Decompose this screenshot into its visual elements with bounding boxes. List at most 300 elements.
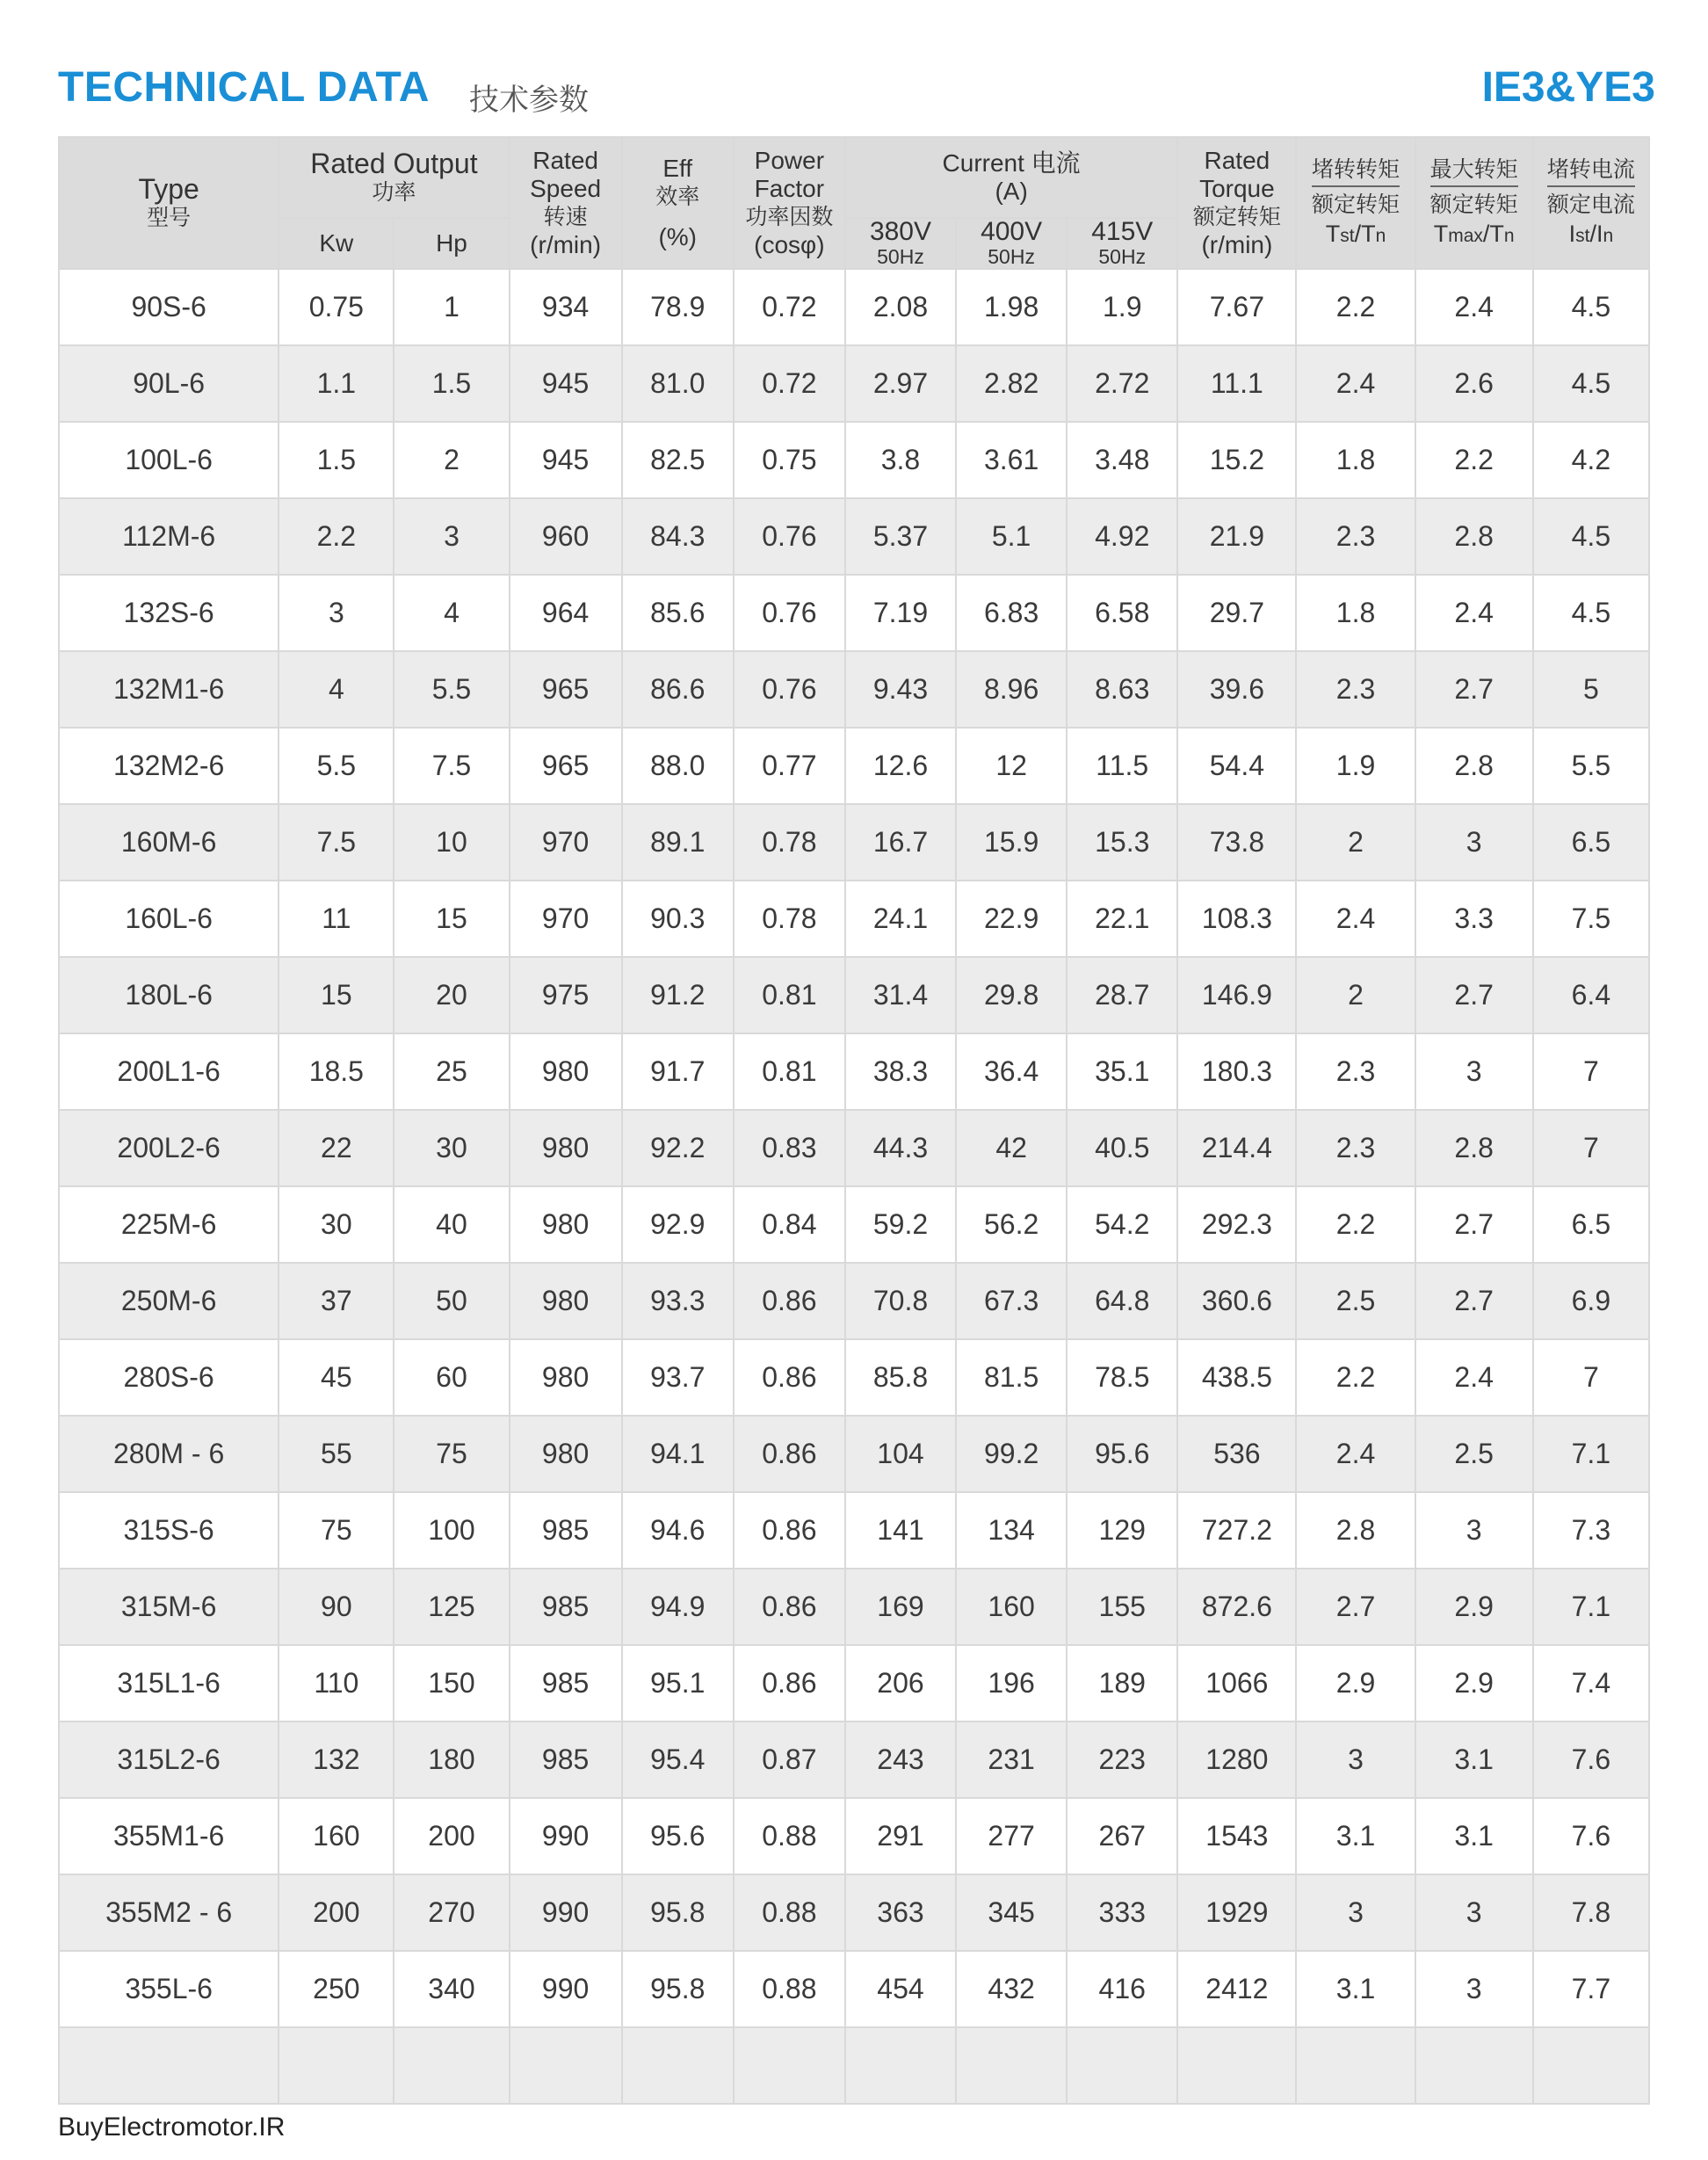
cell-type: 315L1-6 xyxy=(59,1645,279,1721)
cell-current-380v: 38.3 xyxy=(845,1033,956,1110)
cell-current-400v: 2.82 xyxy=(956,345,1067,422)
header-ist-cn2: 额定电流 xyxy=(1546,191,1635,217)
cell-speed: 965 xyxy=(510,728,622,804)
cell-current-380v: 70.8 xyxy=(845,1263,956,1339)
cell-tst-tn: 1.8 xyxy=(1296,422,1415,498)
header-torque-line1: Rated xyxy=(1204,147,1270,174)
cell-ist-in: 6.5 xyxy=(1533,1186,1649,1263)
cell-ist-in: 4.5 xyxy=(1533,575,1649,651)
header-current-label: Current 电流 xyxy=(942,149,1081,177)
cell-kw: 22 xyxy=(279,1110,394,1186)
cell-type: 315S-6 xyxy=(59,1492,279,1569)
table-row xyxy=(59,1186,1649,1263)
cell-torque: 7.67 xyxy=(1177,269,1296,345)
cell-tst-tn: 2.3 xyxy=(1296,1033,1415,1110)
cell-current-400v: 160 xyxy=(956,1569,1067,1645)
cell-torque: 536 xyxy=(1177,1416,1296,1492)
cell-ist-in: 6.4 xyxy=(1533,957,1649,1033)
table-row xyxy=(59,345,1649,422)
cell-current-400v: 36.4 xyxy=(956,1033,1067,1110)
header-eff-unit: (%) xyxy=(658,223,697,250)
cell-eff: 93.7 xyxy=(622,1339,734,1416)
header-speed-unit: (r/min) xyxy=(530,231,602,258)
cell-hp: 3 xyxy=(394,498,509,575)
cell-ist-in: 7 xyxy=(1533,1110,1649,1186)
cell-current-400v: 5.1 xyxy=(956,498,1067,575)
header-pf-line2: Factor xyxy=(754,175,825,202)
header-rated-output-cn: 功率 xyxy=(372,179,416,205)
cell-current-400v: 345 xyxy=(956,1874,1067,1951)
cell-kw: 1.1 xyxy=(279,345,394,422)
cell-ist-in: 7.1 xyxy=(1533,1569,1649,1645)
cell-tst-tn: 3 xyxy=(1296,1874,1415,1951)
cell-torque: 360.6 xyxy=(1177,1263,1296,1339)
cell-type: 132M1-6 xyxy=(59,651,279,728)
cell-tmax-tn: 2.9 xyxy=(1415,1569,1533,1645)
cell-hp: 1 xyxy=(394,269,509,345)
cell-current-415v: 28.7 xyxy=(1067,957,1177,1033)
cell-speed: 970 xyxy=(510,881,622,957)
cell-power-factor: 0.72 xyxy=(734,269,845,345)
cell-current-415v: 333 xyxy=(1067,1874,1177,1951)
cell-current-400v: 231 xyxy=(956,1721,1067,1798)
cell-current-400v: 15.9 xyxy=(956,804,1067,881)
cell-hp: 150 xyxy=(394,1645,509,1721)
cell-ist-in: 7.1 xyxy=(1533,1416,1649,1492)
cell-power-factor: 0.86 xyxy=(734,1569,845,1645)
cell-hp: 2 xyxy=(394,422,509,498)
header-type-label: Type xyxy=(138,173,199,205)
empty-cell xyxy=(1177,2027,1296,2104)
cell-hp: 100 xyxy=(394,1492,509,1569)
cell-current-415v: 155 xyxy=(1067,1569,1177,1645)
cell-current-415v: 189 xyxy=(1067,1645,1177,1721)
cell-current-400v: 1.98 xyxy=(956,269,1067,345)
cell-current-415v: 416 xyxy=(1067,1951,1177,2027)
cell-type: 90S-6 xyxy=(59,269,279,345)
cell-speed: 985 xyxy=(510,1492,622,1569)
header-speed-line1: Rated xyxy=(532,147,598,174)
cell-current-380v: 31.4 xyxy=(845,957,956,1033)
table-row xyxy=(59,804,1649,881)
cell-current-415v: 15.3 xyxy=(1067,804,1177,881)
cell-eff: 78.9 xyxy=(622,269,734,345)
cell-ist-in: 7.7 xyxy=(1533,1951,1649,2027)
cell-kw: 0.75 xyxy=(279,269,394,345)
cell-speed: 960 xyxy=(510,498,622,575)
cell-type: 315M-6 xyxy=(59,1569,279,1645)
empty-cell xyxy=(622,2027,734,2104)
header-pf-cn: 功率因数 xyxy=(745,204,834,229)
table-row xyxy=(59,575,1649,651)
cell-current-415v: 40.5 xyxy=(1067,1110,1177,1186)
technical-data-table xyxy=(58,136,1650,2105)
table-row xyxy=(59,1033,1649,1110)
cell-current-415v: 1.9 xyxy=(1067,269,1177,345)
cell-kw: 55 xyxy=(279,1416,394,1492)
header-rated-output-label: Rated Output xyxy=(310,148,478,179)
page-title-chinese: 技术参数 xyxy=(469,83,589,118)
cell-tmax-tn: 3.1 xyxy=(1415,1721,1533,1798)
header-ist-ratio: Ist/In xyxy=(1568,220,1614,247)
cell-type: 355M1-6 xyxy=(59,1798,279,1874)
cell-current-415v: 22.1 xyxy=(1067,881,1177,957)
cell-eff: 82.5 xyxy=(622,422,734,498)
cell-current-415v: 267 xyxy=(1067,1798,1177,1874)
cell-ist-in: 5.5 xyxy=(1533,728,1649,804)
cell-tst-tn: 2.4 xyxy=(1296,345,1415,422)
table-row xyxy=(59,1263,1649,1339)
table-row xyxy=(59,1951,1649,2027)
cell-current-415v: 6.58 xyxy=(1067,575,1177,651)
table-row xyxy=(59,1569,1649,1645)
cell-speed: 990 xyxy=(510,1951,622,2027)
cell-hp: 1.5 xyxy=(394,345,509,422)
cell-kw: 75 xyxy=(279,1492,394,1569)
header-hp: Hp xyxy=(394,218,509,269)
cell-current-380v: 454 xyxy=(845,1951,956,2027)
cell-speed: 985 xyxy=(510,1721,622,1798)
cell-torque: 1066 xyxy=(1177,1645,1296,1721)
cell-tst-tn: 1.8 xyxy=(1296,575,1415,651)
table-row xyxy=(59,881,1649,957)
cell-ist-in: 6.9 xyxy=(1533,1263,1649,1339)
cell-ist-in: 4.5 xyxy=(1533,498,1649,575)
cell-speed: 965 xyxy=(510,651,622,728)
header-tst-tn xyxy=(1296,137,1415,269)
cell-type: 100L-6 xyxy=(59,422,279,498)
cell-ist-in: 7.8 xyxy=(1533,1874,1649,1951)
cell-torque: 438.5 xyxy=(1177,1339,1296,1416)
header-type xyxy=(59,137,279,269)
cell-eff: 95.8 xyxy=(622,1874,734,1951)
cell-current-400v: 134 xyxy=(956,1492,1067,1569)
cell-speed: 980 xyxy=(510,1263,622,1339)
cell-tst-tn: 2.8 xyxy=(1296,1492,1415,1569)
cell-hp: 20 xyxy=(394,957,509,1033)
empty-cell xyxy=(1533,2027,1649,2104)
table-row xyxy=(59,651,1649,728)
cell-torque: 39.6 xyxy=(1177,651,1296,728)
table-row xyxy=(59,1721,1649,1798)
cell-power-factor: 0.84 xyxy=(734,1186,845,1263)
cell-power-factor: 0.75 xyxy=(734,422,845,498)
cell-power-factor: 0.76 xyxy=(734,651,845,728)
cell-current-400v: 277 xyxy=(956,1798,1067,1874)
cell-kw: 250 xyxy=(279,1951,394,2027)
cell-current-415v: 3.48 xyxy=(1067,422,1177,498)
cell-tst-tn: 2.3 xyxy=(1296,651,1415,728)
cell-torque: 180.3 xyxy=(1177,1033,1296,1110)
cell-tst-tn: 2 xyxy=(1296,957,1415,1033)
table-body xyxy=(59,269,1649,2104)
cell-current-380v: 141 xyxy=(845,1492,956,1569)
header-380v: 380V 50Hz xyxy=(845,218,956,269)
cell-tmax-tn: 2.4 xyxy=(1415,269,1533,345)
page-title: TECHNICAL DATA xyxy=(58,64,430,111)
header-tmax-ratio: Tmax/Tn xyxy=(1433,220,1515,247)
cell-ist-in: 4.5 xyxy=(1533,345,1649,422)
cell-kw: 11 xyxy=(279,881,394,957)
cell-hp: 7.5 xyxy=(394,728,509,804)
header-speed-line2: Speed xyxy=(530,175,602,202)
cell-current-380v: 243 xyxy=(845,1721,956,1798)
cell-tmax-tn: 3 xyxy=(1415,1033,1533,1110)
cell-power-factor: 0.88 xyxy=(734,1951,845,2027)
cell-torque: 73.8 xyxy=(1177,804,1296,881)
cell-tmax-tn: 2.9 xyxy=(1415,1645,1533,1721)
cell-current-415v: 4.92 xyxy=(1067,498,1177,575)
header-kw: Kw xyxy=(279,218,394,269)
header-ist-cn1: 堵转电流 xyxy=(1547,156,1635,187)
cell-power-factor: 0.88 xyxy=(734,1874,845,1951)
header-current xyxy=(845,137,1177,218)
cell-torque: 1280 xyxy=(1177,1721,1296,1798)
cell-speed: 945 xyxy=(510,345,622,422)
cell-current-400v: 42 xyxy=(956,1110,1067,1186)
cell-current-400v: 56.2 xyxy=(956,1186,1067,1263)
cell-power-factor: 0.77 xyxy=(734,728,845,804)
cell-power-factor: 0.76 xyxy=(734,575,845,651)
header-tmax-tn xyxy=(1415,137,1533,269)
cell-power-factor: 0.88 xyxy=(734,1798,845,1874)
cell-eff: 95.1 xyxy=(622,1645,734,1721)
cell-eff: 86.6 xyxy=(622,651,734,728)
cell-torque: 54.4 xyxy=(1177,728,1296,804)
cell-current-415v: 223 xyxy=(1067,1721,1177,1798)
cell-current-380v: 5.37 xyxy=(845,498,956,575)
empty-cell xyxy=(734,2027,845,2104)
cell-type: 160L-6 xyxy=(59,881,279,957)
cell-tmax-tn: 2.8 xyxy=(1415,728,1533,804)
empty-cell xyxy=(59,2027,279,2104)
cell-eff: 95.4 xyxy=(622,1721,734,1798)
header-torque-cn: 额定转矩 xyxy=(1192,204,1281,229)
cell-type: 355L-6 xyxy=(59,1951,279,2027)
cell-kw: 160 xyxy=(279,1798,394,1874)
cell-hp: 15 xyxy=(394,881,509,957)
cell-ist-in: 7.5 xyxy=(1533,881,1649,957)
table-header xyxy=(59,137,1649,269)
empty-cell xyxy=(279,2027,394,2104)
cell-kw: 7.5 xyxy=(279,804,394,881)
cell-power-factor: 0.81 xyxy=(734,1033,845,1110)
cell-ist-in: 6.5 xyxy=(1533,804,1649,881)
cell-tmax-tn: 2.7 xyxy=(1415,1186,1533,1263)
cell-type: 225M-6 xyxy=(59,1186,279,1263)
cell-power-factor: 0.78 xyxy=(734,881,845,957)
cell-power-factor: 0.86 xyxy=(734,1416,845,1492)
cell-tst-tn: 2.2 xyxy=(1296,1339,1415,1416)
cell-tst-tn: 3 xyxy=(1296,1721,1415,1798)
cell-torque: 11.1 xyxy=(1177,345,1296,422)
cell-type: 200L2-6 xyxy=(59,1110,279,1186)
header-speed-cn: 转速 xyxy=(543,204,588,229)
table-row xyxy=(59,1339,1649,1416)
cell-current-415v: 8.63 xyxy=(1067,651,1177,728)
cell-torque: 1929 xyxy=(1177,1874,1296,1951)
table-row xyxy=(59,498,1649,575)
header-tmax-cn2: 额定转矩 xyxy=(1429,191,1518,217)
header-415v: 415V 50Hz xyxy=(1067,218,1177,269)
cell-current-400v: 196 xyxy=(956,1645,1067,1721)
cell-hp: 4 xyxy=(394,575,509,651)
cell-current-400v: 3.61 xyxy=(956,422,1067,498)
table-row xyxy=(59,728,1649,804)
cell-eff: 91.7 xyxy=(622,1033,734,1110)
cell-eff: 93.3 xyxy=(622,1263,734,1339)
cell-eff: 94.9 xyxy=(622,1569,734,1645)
cell-tmax-tn: 3.3 xyxy=(1415,881,1533,957)
cell-ist-in: 7.4 xyxy=(1533,1645,1649,1721)
empty-cell xyxy=(1415,2027,1533,2104)
cell-torque: 872.6 xyxy=(1177,1569,1296,1645)
cell-power-factor: 0.86 xyxy=(734,1492,845,1569)
cell-hp: 270 xyxy=(394,1874,509,1951)
cell-tmax-tn: 3 xyxy=(1415,804,1533,881)
cell-tst-tn: 2.3 xyxy=(1296,498,1415,575)
header-type-cn: 型号 xyxy=(147,205,192,230)
cell-current-415v: 78.5 xyxy=(1067,1339,1177,1416)
cell-tst-tn: 2.2 xyxy=(1296,269,1415,345)
cell-kw: 110 xyxy=(279,1645,394,1721)
cell-kw: 37 xyxy=(279,1263,394,1339)
cell-current-400v: 99.2 xyxy=(956,1416,1067,1492)
cell-type: 315L2-6 xyxy=(59,1721,279,1798)
cell-eff: 94.6 xyxy=(622,1492,734,1569)
cell-tst-tn: 2.2 xyxy=(1296,1186,1415,1263)
cell-current-380v: 85.8 xyxy=(845,1339,956,1416)
cell-torque: 2412 xyxy=(1177,1951,1296,2027)
cell-hp: 125 xyxy=(394,1569,509,1645)
cell-tst-tn: 2.4 xyxy=(1296,1416,1415,1492)
cell-tst-tn: 2.5 xyxy=(1296,1263,1415,1339)
cell-speed: 985 xyxy=(510,1645,622,1721)
empty-cell xyxy=(510,2027,622,2104)
header-torque-unit: (r/min) xyxy=(1201,231,1273,258)
cell-current-380v: 363 xyxy=(845,1874,956,1951)
cell-power-factor: 0.86 xyxy=(734,1263,845,1339)
cell-kw: 2.2 xyxy=(279,498,394,575)
cell-eff: 92.9 xyxy=(622,1186,734,1263)
cell-current-380v: 24.1 xyxy=(845,881,956,957)
cell-ist-in: 7 xyxy=(1533,1033,1649,1110)
cell-ist-in: 7.6 xyxy=(1533,1798,1649,1874)
cell-speed: 985 xyxy=(510,1569,622,1645)
cell-type: 280S-6 xyxy=(59,1339,279,1416)
cell-eff: 84.3 xyxy=(622,498,734,575)
cell-eff: 95.8 xyxy=(622,1951,734,2027)
cell-hp: 5.5 xyxy=(394,651,509,728)
cell-speed: 990 xyxy=(510,1874,622,1951)
cell-eff: 89.1 xyxy=(622,804,734,881)
cell-torque: 727.2 xyxy=(1177,1492,1296,1569)
cell-speed: 980 xyxy=(510,1033,622,1110)
cell-current-415v: 35.1 xyxy=(1067,1033,1177,1110)
header-tst-cn1: 堵转转矩 xyxy=(1312,156,1400,187)
cell-hp: 200 xyxy=(394,1798,509,1874)
cell-current-380v: 3.8 xyxy=(845,422,956,498)
cell-eff: 81.0 xyxy=(622,345,734,422)
cell-ist-in: 4.2 xyxy=(1533,422,1649,498)
cell-tmax-tn: 2.5 xyxy=(1415,1416,1533,1492)
cell-type: 132S-6 xyxy=(59,575,279,651)
cell-tmax-tn: 2.8 xyxy=(1415,1110,1533,1186)
cell-torque: 214.4 xyxy=(1177,1110,1296,1186)
cell-hp: 10 xyxy=(394,804,509,881)
cell-tmax-tn: 2.8 xyxy=(1415,498,1533,575)
cell-kw: 4 xyxy=(279,651,394,728)
cell-kw: 200 xyxy=(279,1874,394,1951)
cell-power-factor: 0.86 xyxy=(734,1339,845,1416)
cell-ist-in: 7.6 xyxy=(1533,1721,1649,1798)
cell-tmax-tn: 2.7 xyxy=(1415,651,1533,728)
table-row xyxy=(59,1492,1649,1569)
cell-tst-tn: 3.1 xyxy=(1296,1798,1415,1874)
header-ist-in xyxy=(1533,137,1649,269)
header-power-factor xyxy=(734,137,845,269)
cell-eff: 94.1 xyxy=(622,1416,734,1492)
cell-torque: 1543 xyxy=(1177,1798,1296,1874)
table-row xyxy=(59,1110,1649,1186)
cell-type: 112M-6 xyxy=(59,498,279,575)
header-rated-speed xyxy=(510,137,622,269)
cell-tmax-tn: 3 xyxy=(1415,1492,1533,1569)
cell-current-380v: 291 xyxy=(845,1798,956,1874)
cell-tmax-tn: 2.4 xyxy=(1415,575,1533,651)
cell-hp: 50 xyxy=(394,1263,509,1339)
header-eff xyxy=(622,137,734,269)
cell-current-400v: 8.96 xyxy=(956,651,1067,728)
table-row xyxy=(59,1874,1649,1951)
cell-tmax-tn: 2.4 xyxy=(1415,1339,1533,1416)
cell-hp: 30 xyxy=(394,1110,509,1186)
cell-tmax-tn: 2.2 xyxy=(1415,422,1533,498)
cell-current-415v: 11.5 xyxy=(1067,728,1177,804)
cell-eff: 90.3 xyxy=(622,881,734,957)
cell-speed: 945 xyxy=(510,422,622,498)
cell-current-400v: 29.8 xyxy=(956,957,1067,1033)
table-row xyxy=(59,957,1649,1033)
cell-current-380v: 7.19 xyxy=(845,575,956,651)
cell-tst-tn: 1.9 xyxy=(1296,728,1415,804)
cell-tmax-tn: 3 xyxy=(1415,1951,1533,2027)
empty-row xyxy=(59,2027,1649,2104)
cell-power-factor: 0.87 xyxy=(734,1721,845,1798)
cell-power-factor: 0.86 xyxy=(734,1645,845,1721)
cell-eff: 92.2 xyxy=(622,1110,734,1186)
cell-hp: 25 xyxy=(394,1033,509,1110)
cell-current-380v: 12.6 xyxy=(845,728,956,804)
cell-hp: 180 xyxy=(394,1721,509,1798)
cell-current-415v: 129 xyxy=(1067,1492,1177,1569)
cell-current-380v: 206 xyxy=(845,1645,956,1721)
cell-speed: 934 xyxy=(510,269,622,345)
cell-speed: 990 xyxy=(510,1798,622,1874)
cell-current-380v: 59.2 xyxy=(845,1186,956,1263)
cell-kw: 45 xyxy=(279,1339,394,1416)
cell-current-380v: 169 xyxy=(845,1569,956,1645)
cell-tmax-tn: 3 xyxy=(1415,1874,1533,1951)
table-row xyxy=(59,1798,1649,1874)
cell-current-380v: 2.08 xyxy=(845,269,956,345)
cell-torque: 146.9 xyxy=(1177,957,1296,1033)
cell-kw: 90 xyxy=(279,1569,394,1645)
cell-eff: 95.6 xyxy=(622,1798,734,1874)
cell-type: 180L-6 xyxy=(59,957,279,1033)
cell-tst-tn: 2.4 xyxy=(1296,881,1415,957)
footer-site: BuyElectromotor.IR xyxy=(58,2113,286,2142)
